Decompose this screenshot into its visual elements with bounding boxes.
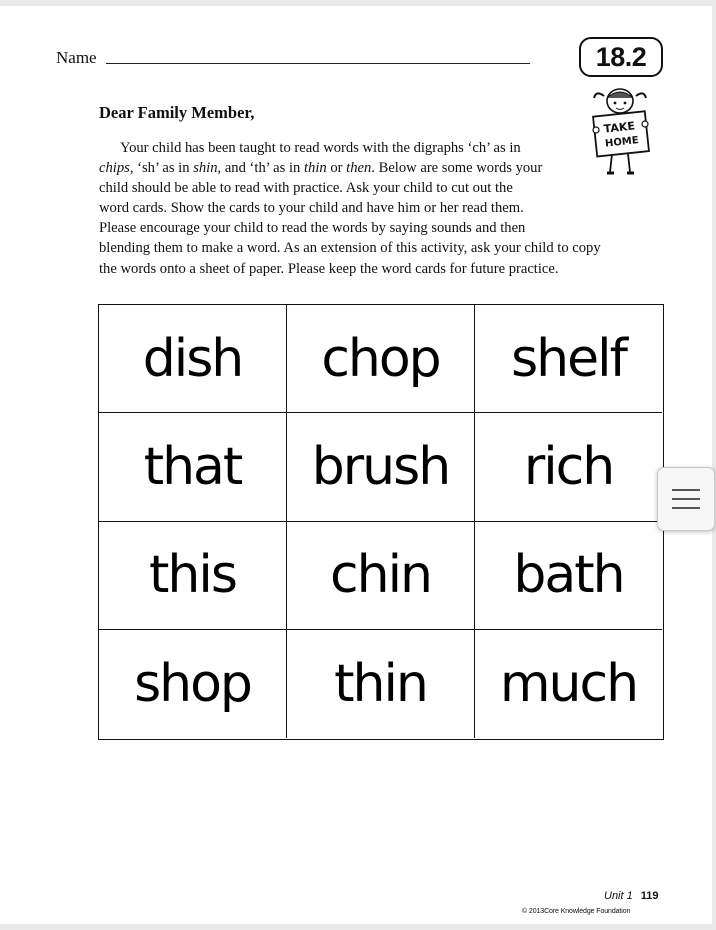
take-home-text-2: HOME xyxy=(604,135,640,150)
letter-line: the words onto a sheet of paper. Please keep the word cards for future practice. xyxy=(99,260,559,277)
name-line xyxy=(106,63,530,64)
word-card: that xyxy=(99,413,287,521)
word-card: shelf xyxy=(475,305,662,413)
name-label: Name xyxy=(56,48,97,67)
letter-line: blending them to make a word. As an extension of this activity, ask your child to copy xyxy=(99,240,601,257)
letter-body xyxy=(99,138,659,279)
letter-greeting: Dear Family Member, xyxy=(99,103,255,122)
example-word: then xyxy=(346,160,372,177)
take-home-text-1: TAKE xyxy=(603,119,636,136)
hamburger-menu-icon xyxy=(672,489,700,491)
letter-line: chips, ‘sh’ as in shin, and ‘th’ as in thin or then. Below are some words your xyxy=(99,160,543,177)
page-number: 119 xyxy=(640,890,659,902)
word-card: much xyxy=(499,653,638,714)
hamburger-menu-icon xyxy=(672,498,700,500)
unit-label: Unit 1 xyxy=(604,890,633,902)
worksheet-page xyxy=(0,6,712,924)
word-card: brush xyxy=(287,413,475,521)
word-card: this xyxy=(99,522,287,630)
word-card: chin xyxy=(287,522,475,630)
letter-line: word cards. Show the cards to your child and have him or her read them. xyxy=(99,200,524,217)
word-card: thin xyxy=(287,630,475,738)
word-card-grid xyxy=(98,304,664,740)
footer-unit xyxy=(604,890,659,902)
word-card: chop xyxy=(287,305,475,413)
letter-line: Please encourage your child to read the words by saying sounds and then xyxy=(99,220,526,237)
word-card: bath xyxy=(475,522,662,630)
lesson-number-badge: 18.2 xyxy=(579,37,663,77)
copyright-notice: © 2013Core Knowledge Foundation xyxy=(522,908,631,915)
word-card: shop xyxy=(99,630,287,738)
letter-line: child should be able to read with practice. Ask your child to cut out the xyxy=(99,180,513,197)
example-word: chips xyxy=(99,160,130,177)
example-word: shin xyxy=(193,160,218,177)
word-card: dish xyxy=(99,305,287,413)
example-word: thin xyxy=(303,160,327,177)
menu-button[interactable] xyxy=(657,467,715,531)
letter-line: Your child has been taught to read words with the digraphs ‘ch’ as in xyxy=(120,140,521,156)
word-card: rich xyxy=(475,413,662,521)
hamburger-menu-icon xyxy=(672,507,700,509)
